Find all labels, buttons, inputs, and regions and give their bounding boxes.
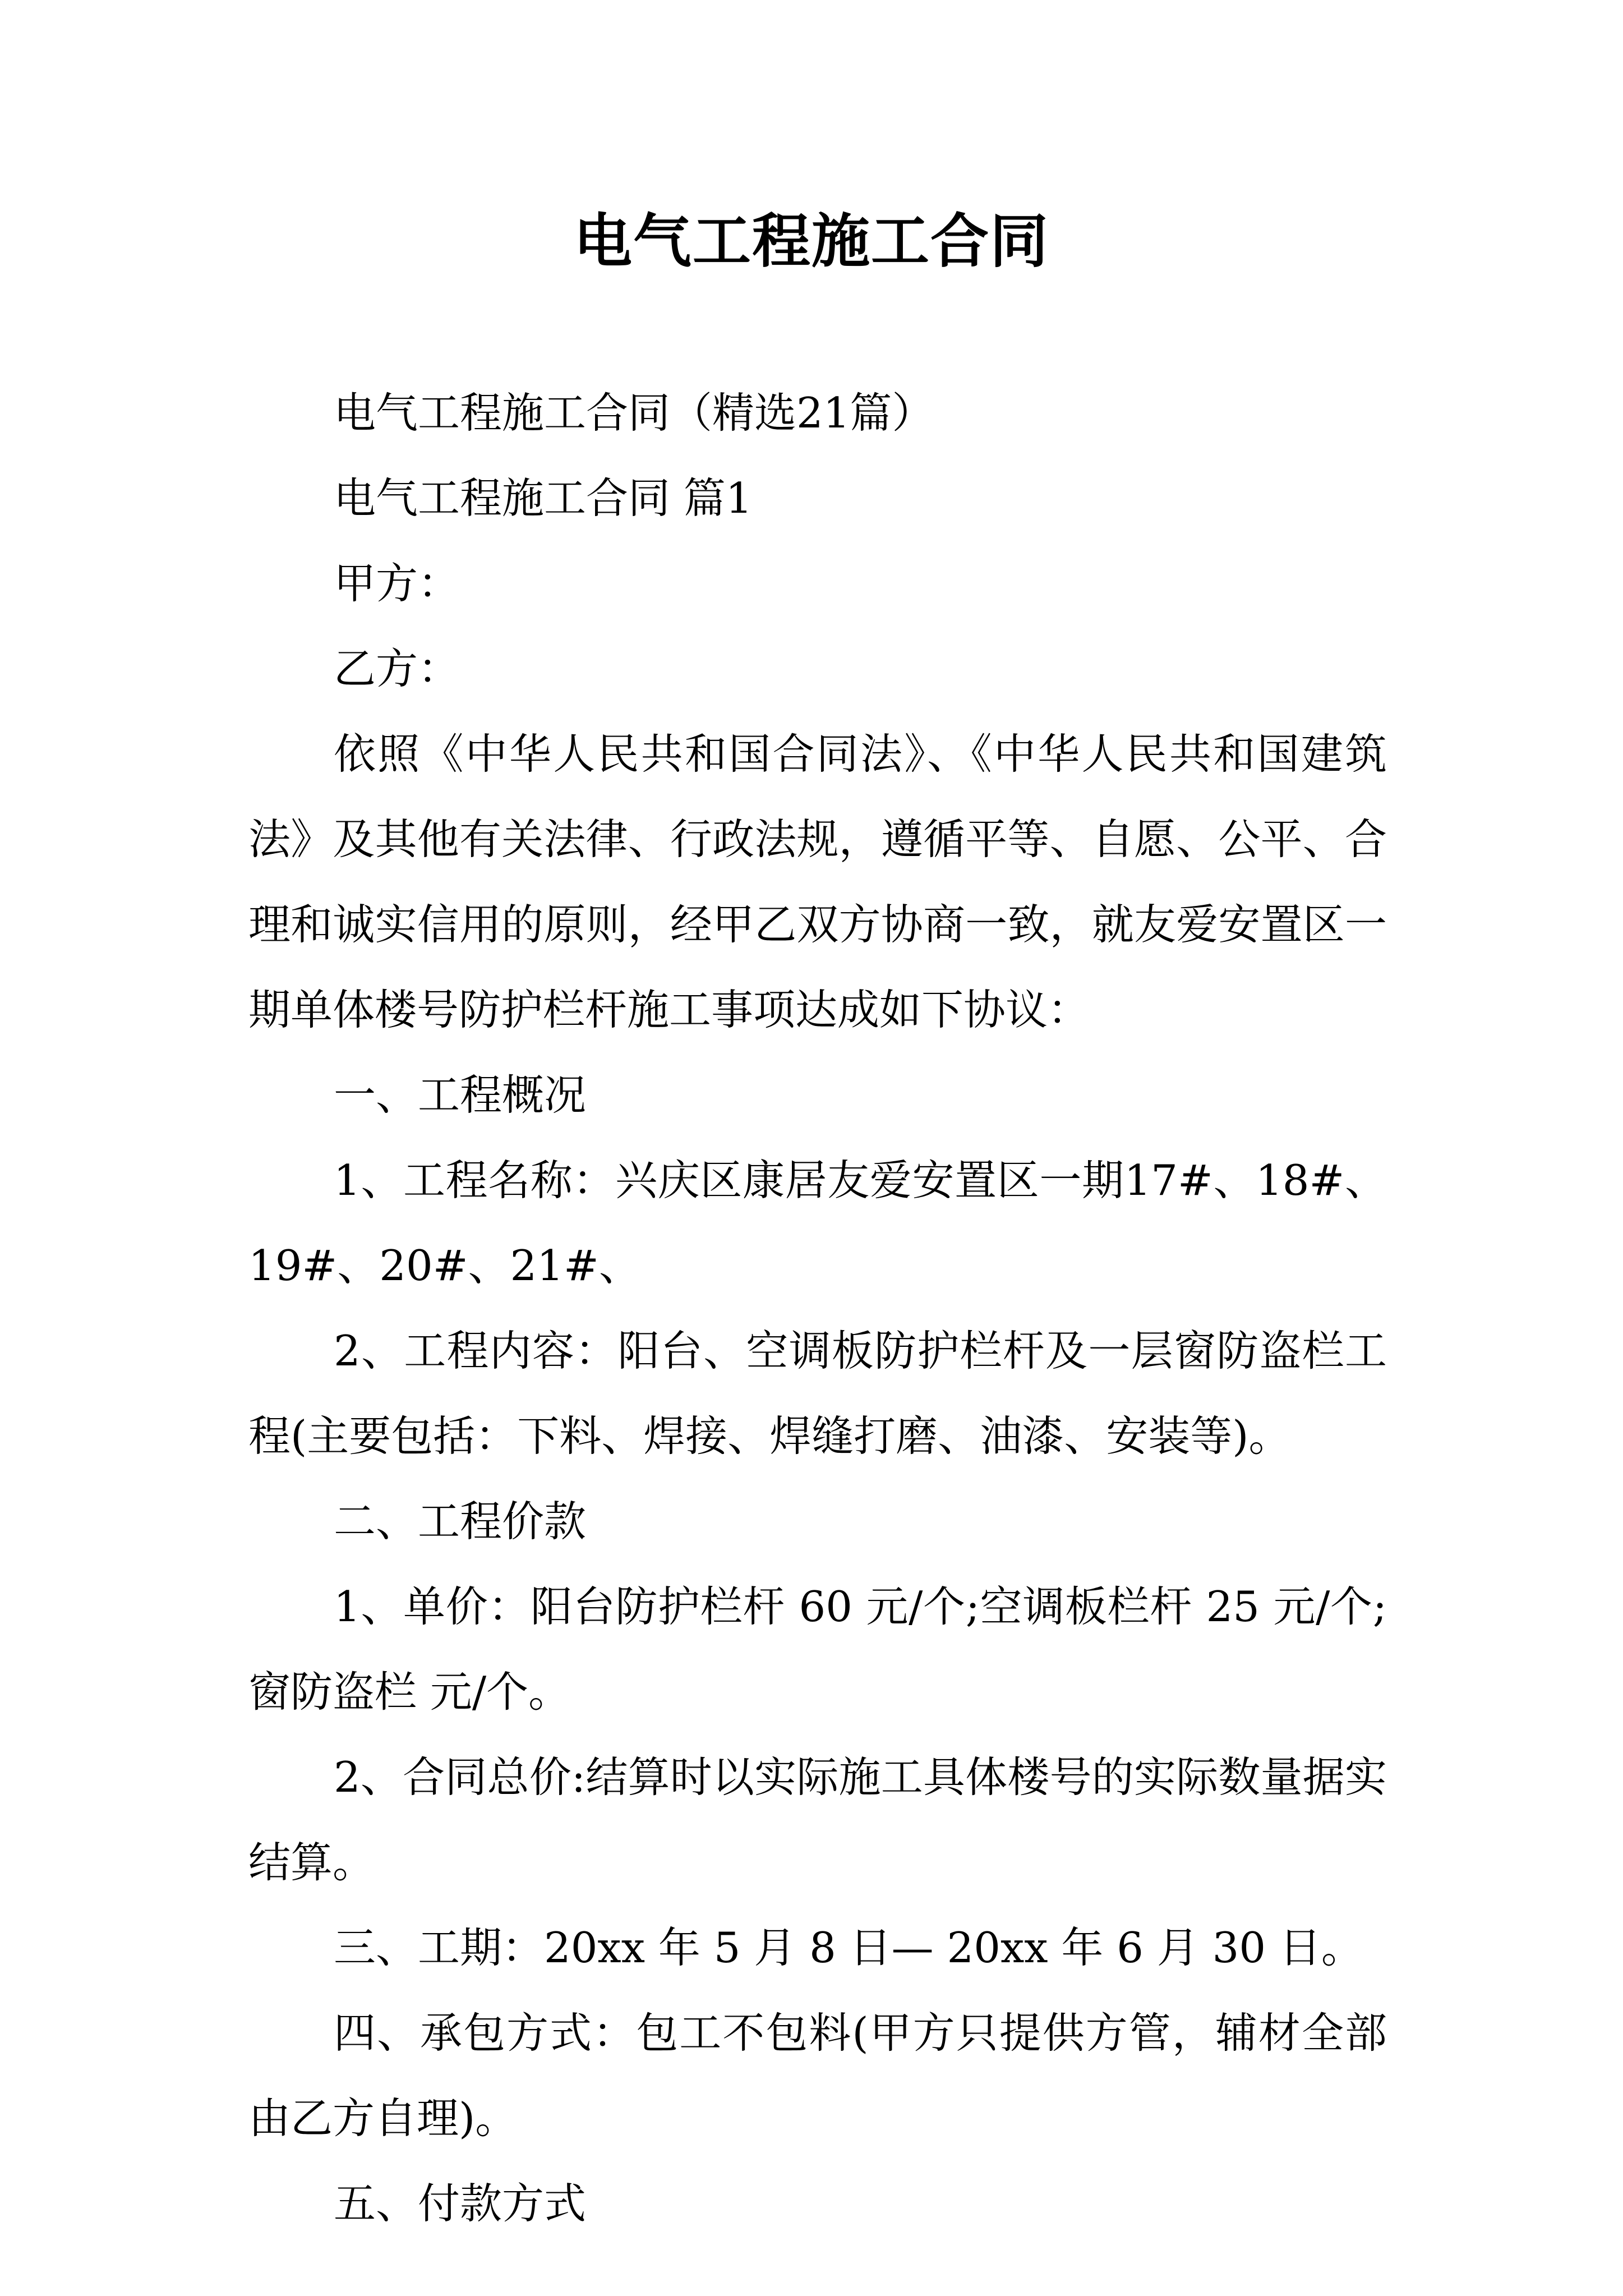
paragraph-contract-method: 四、承包方式：包工不包料(甲方只提供方管，辅材全部由乙方自理)。: [248, 2008, 1387, 2143]
paragraph-project-content: 2、工程内容：阳台、空调板防护栏杆及一层窗防盗栏工程(主要包括：下料、焊接、焊缝打磨、油漆、安装等)。: [248, 1326, 1387, 1461]
paragraph-section-title: 电气工程施工合同 篇1: [334, 473, 753, 523]
paragraph-price-heading: 二、工程价款: [334, 1497, 587, 1546]
paragraph-unit-price: 1、单价：阳台防护栏杆 60 元/个;空调板栏杆 25 元/个;窗防盗栏 元/个。: [248, 1582, 1387, 1717]
document-body: [248, 370, 1387, 2246]
paragraph-project-name: 1、工程名称：兴庆区康居友爱安置区一期17#、18#、19#、20#、21#、: [248, 1156, 1387, 1290]
paragraph-party-a: 甲方：: [334, 559, 460, 608]
paragraph-party-b: 乙方：: [334, 644, 460, 693]
paragraph-legal-basis: 依照《中华人民共和国合同法》、《中华人民共和国建筑法》及其他有关法律、行政法规，遵循平等、自愿、公平、合理和诚实信用的原则，经甲乙双方协商一致，就友爱安置区一期单体楼号防护栏杆施工事项达成如下协议：: [248, 729, 1387, 1034]
paragraph-total-price: 2、合同总价:结算时以实际施工具体楼号的实际数量据实结算。: [248, 1752, 1387, 1887]
paragraph-payment-heading: 五、付款方式: [334, 2179, 587, 2228]
paragraph-overview-heading: 一、工程概况: [334, 1070, 587, 1120]
paragraph-collection-title: 电气工程施工合同（精选21篇）: [334, 388, 934, 438]
document-title: 电气工程施工合同: [573, 206, 1049, 275]
paragraph-duration: 三、工期：20xx 年 5 月 8 日— 20xx 年 6 月 30 日。: [334, 1923, 1363, 1972]
